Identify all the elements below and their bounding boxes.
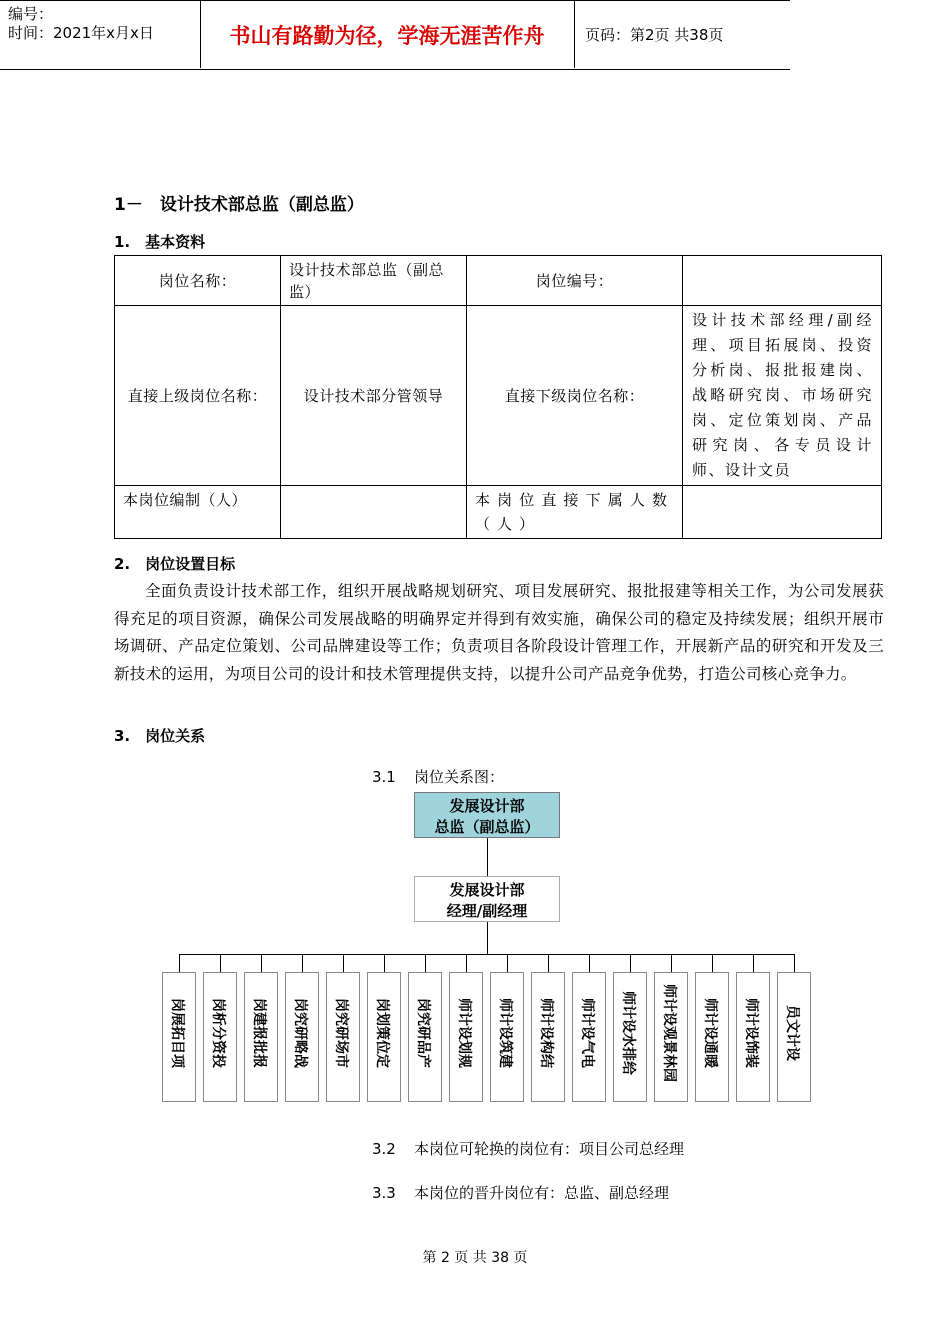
org-subordinate-box	[654, 972, 688, 1102]
org-subordinate-label: 师计设通暖	[702, 998, 718, 1068]
org-subordinate-label: 岗究研略战	[292, 998, 308, 1068]
page-number-label: 页码：第2页 共38页	[585, 26, 724, 44]
direct-reports-label: 本岗位直接下属人数（人）	[467, 486, 683, 539]
subsection-3-1	[372, 766, 504, 787]
org-subordinate-box	[162, 972, 196, 1102]
org-subordinate-box	[695, 972, 729, 1102]
header-page	[574, 0, 791, 68]
org-subordinate-label: 师计设构结	[538, 998, 554, 1068]
org-subordinate-box	[285, 972, 319, 1102]
org-mid-line1: 发展设计部	[449, 881, 525, 899]
basic-info-table	[114, 255, 882, 539]
org-connector-mid	[487, 922, 488, 954]
org-subordinate-label: 师计设观景林园	[661, 984, 677, 1082]
org-subordinate-box	[613, 972, 647, 1102]
subsection-3-2-text: 本岗位可轮换的岗位有：项目公司总经理	[414, 1140, 685, 1158]
section-3-heading: 3. 岗位关系	[114, 727, 206, 745]
subsection-3-1-number: 3.1	[372, 768, 396, 786]
subordinate-value: 设计技术部经理/副经理、项目拓展岗、投资分析岗、报批报建岗、战略研究岗、市场研究岗、定位策划岗、产品研究岗、各专员设计师、设计文员	[683, 306, 882, 486]
org-subordinate-box	[572, 972, 606, 1102]
org-subordinate-box	[449, 972, 483, 1102]
org-subordinate-box	[326, 972, 360, 1102]
org-subordinate-box	[736, 972, 770, 1102]
motto: 书山有路勤为径，学海无涯苦作舟	[229, 24, 545, 48]
subsection-3-1-text: 岗位关系图：	[414, 768, 505, 786]
section-2-heading: 2. 岗位设置目标	[114, 555, 236, 573]
org-subordinate-box	[531, 972, 565, 1102]
section-2-text: 全面负责设计技术部工作，组织开展战略规划研究、项目发展研究、报批报建等相关工作，为公司发展获得充足的项目资源，确保公司发展战略的明确界定并得到有效实施，确保公司的稳定及持续发展；组织开展市场调研、产品定位策划、公司品牌建设等工作；负责项目各阶段设计管理工作，开展新产品的研究和开发及三新技术的运用，为项目公司的设计和技术管理提供支持，以提升公司产品竞争优势，打造公司核心竞争力。	[114, 582, 884, 683]
subsection-3-3-text: 本岗位的晋升岗位有：总监、副总经理	[414, 1184, 670, 1202]
org-subordinate-box	[490, 972, 524, 1102]
headcount-value	[281, 486, 467, 539]
org-subordinate-label: 员文计设	[784, 1005, 800, 1061]
subsection-3-3-number: 3.3	[372, 1184, 396, 1202]
org-horizontal-bar	[179, 954, 794, 955]
time-label: 时间：2021年x月x日	[8, 24, 154, 42]
post-code-value	[683, 256, 882, 306]
org-subordinate-box	[777, 972, 811, 1102]
page-title: 1－ 设计技术部总监（副总监）	[114, 195, 364, 215]
org-subordinate-box	[203, 972, 237, 1102]
org-subordinate-box	[244, 972, 278, 1102]
subsection-3-2-number: 3.2	[372, 1140, 396, 1158]
superior-value: 设计技术部分管领导	[281, 306, 467, 486]
org-subordinate-label: 岗划策位定	[374, 998, 390, 1068]
org-subordinate-label: 岗析分资投	[210, 998, 226, 1068]
post-name-label: 岗位名称：	[115, 256, 281, 306]
org-top-line1: 发展设计部	[449, 797, 525, 815]
org-subordinate-label: 岗建报批报	[251, 998, 267, 1068]
page-footer: 第 2 页 共 38 页	[422, 1250, 528, 1266]
subsection-3-2	[372, 1138, 684, 1159]
org-subordinate-label: 岗究研场市	[333, 998, 349, 1068]
org-subordinate-label: 师计设筑建	[497, 998, 513, 1068]
direct-reports-value	[683, 486, 882, 539]
org-subordinate-label: 师计设水排给	[620, 991, 636, 1075]
org-top-box	[414, 792, 560, 838]
post-code-label: 岗位编号：	[467, 256, 683, 306]
code-label: 编号：	[8, 5, 54, 23]
org-subordinate-label: 师计设划规	[456, 998, 472, 1068]
org-subordinate-box	[408, 972, 442, 1102]
page-header	[0, 0, 790, 70]
org-subordinate-label: 师计设饰装	[743, 998, 759, 1068]
superior-label: 直接上级岗位名称：	[115, 306, 281, 486]
org-mid-box	[414, 876, 560, 922]
org-connector-top	[487, 838, 488, 876]
post-name-value: 设计技术部总监（副总监）	[281, 256, 467, 306]
subsection-3-3	[372, 1182, 669, 1203]
headcount-label: 本岗位编制（人）	[115, 486, 281, 539]
org-top-line2: 总监（副总监）	[434, 818, 540, 836]
org-subordinate-label: 岗展拓目项	[169, 998, 185, 1068]
org-mid-line2: 经理/副经理	[446, 902, 528, 920]
subordinate-label: 直接下级岗位名称：	[467, 306, 683, 486]
org-subordinate-box	[367, 972, 401, 1102]
header-meta	[0, 0, 201, 68]
section-1-heading: 1. 基本资料	[114, 233, 206, 251]
org-subordinate-label: 岗究研品产	[415, 998, 431, 1068]
org-subordinate-label: 师计设气电	[579, 998, 595, 1068]
